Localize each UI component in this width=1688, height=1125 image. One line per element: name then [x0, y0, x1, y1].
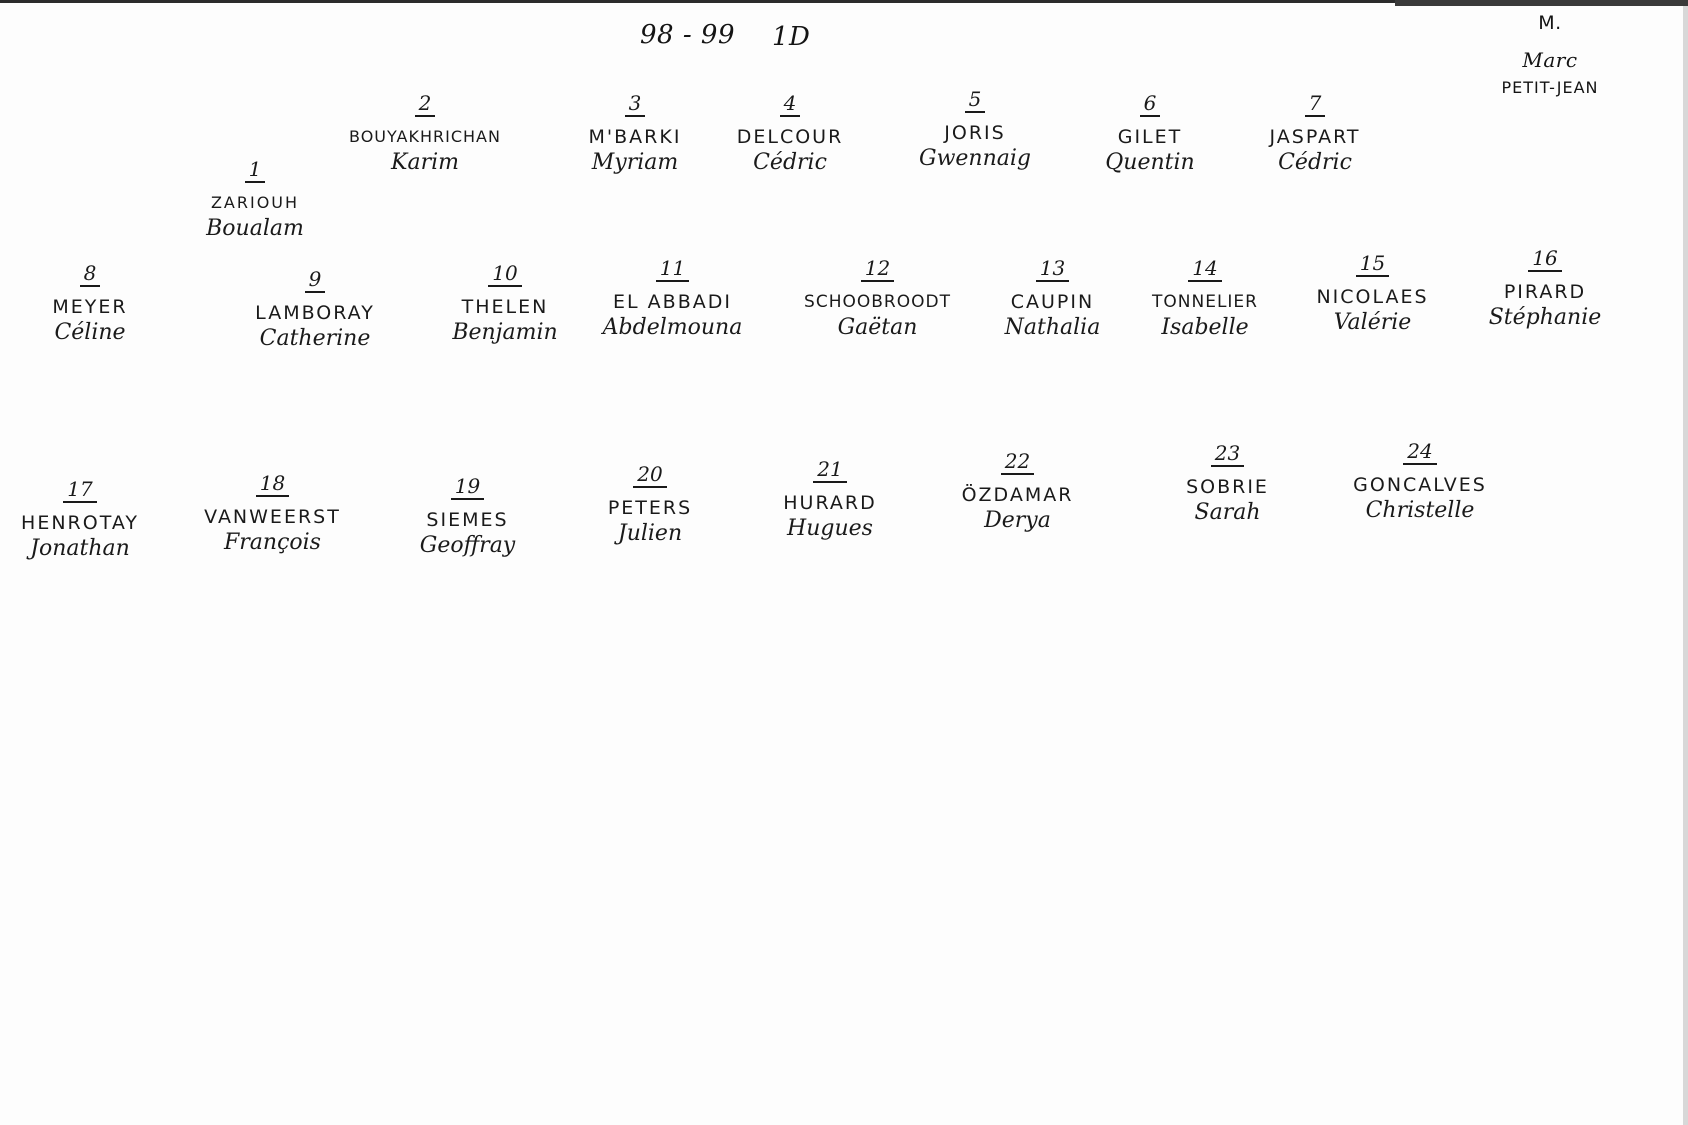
student-first-name: François	[224, 530, 321, 555]
scan-edge-top-right	[1395, 0, 1688, 6]
seat-4	[720, 92, 860, 177]
seat-number: 17	[63, 478, 96, 503]
seat-number: 10	[488, 262, 521, 287]
student-last-name: JORIS	[944, 122, 1006, 144]
student-last-name: GONCALVES	[1353, 474, 1487, 496]
seat-number: 3	[625, 92, 646, 117]
seat-number: 4	[780, 92, 801, 117]
seat-5	[905, 88, 1045, 173]
student-first-name: Céline	[54, 320, 126, 345]
seat-number: 1	[245, 158, 266, 183]
seat-15	[1300, 252, 1445, 337]
teacher-title: M.	[1538, 12, 1562, 34]
class-name: 1D	[772, 22, 811, 52]
seat-number: 8	[80, 262, 101, 287]
student-first-name: Abdelmouna	[602, 315, 743, 340]
student-last-name: JASPART	[1269, 126, 1361, 148]
seat-18	[195, 472, 350, 557]
student-last-name: GILET	[1117, 126, 1183, 148]
student-first-name: Derya	[984, 508, 1051, 533]
seat-21	[760, 458, 900, 543]
student-first-name: Benjamin	[452, 320, 558, 345]
seat-12	[785, 257, 970, 342]
student-first-name: Stéphanie	[1488, 305, 1602, 330]
student-first-name: Gwennaig	[919, 146, 1031, 171]
seat-10	[440, 262, 570, 347]
teacher-block	[1460, 12, 1640, 97]
student-first-name: Jonathan	[30, 536, 130, 561]
student-first-name: Valérie	[1333, 310, 1412, 335]
student-first-name: Hugues	[787, 516, 873, 541]
student-first-name: Nathalia	[1004, 315, 1101, 340]
seat-number: 7	[1305, 92, 1326, 117]
school-year: 98 - 99	[640, 20, 735, 50]
student-last-name: CAUPIN	[1010, 291, 1095, 313]
seat-number: 9	[305, 268, 326, 293]
student-last-name: NICOLAES	[1316, 286, 1429, 308]
student-first-name: Isabelle	[1161, 315, 1249, 340]
seat-number: 22	[1001, 450, 1034, 475]
student-first-name: Catherine	[259, 326, 371, 351]
student-last-name: M'BARKI	[588, 126, 682, 148]
seat-number: 24	[1403, 440, 1436, 465]
seat-20	[585, 463, 715, 548]
seat-number: 21	[813, 458, 846, 483]
seat-2	[325, 92, 525, 177]
seat-17	[15, 478, 145, 563]
seat-14	[1125, 257, 1285, 342]
seat-number: 2	[415, 92, 436, 117]
student-last-name: SCHOOBROODT	[804, 292, 951, 312]
seat-8	[35, 262, 145, 347]
student-first-name: Quentin	[1105, 150, 1195, 175]
student-last-name: EL ABBADI	[613, 291, 732, 313]
student-last-name: HURARD	[783, 492, 877, 514]
seat-13	[985, 257, 1120, 342]
student-last-name: MEYER	[52, 296, 128, 318]
seat-19	[400, 475, 535, 560]
student-first-name: Julien	[617, 521, 683, 546]
student-first-name: Boualam	[206, 216, 304, 241]
student-last-name: ZARIOUH	[210, 193, 300, 212]
student-first-name: Myriam	[591, 150, 679, 175]
seat-number: 11	[656, 257, 689, 282]
seat-7	[1245, 92, 1385, 177]
student-last-name: THELEN	[461, 296, 549, 318]
seat-23	[1160, 442, 1295, 527]
seat-number: 6	[1140, 92, 1161, 117]
seat-24	[1335, 440, 1505, 525]
student-last-name: ÖZDAMAR	[961, 484, 1074, 506]
seat-number: 23	[1211, 442, 1244, 467]
teacher-first-name: Marc	[1522, 48, 1578, 72]
seat-3	[545, 92, 725, 177]
seat-number: 5	[965, 88, 986, 113]
seat-number: 16	[1528, 247, 1561, 272]
seat-6	[1080, 92, 1220, 177]
student-last-name: TONNELIER	[1152, 292, 1258, 312]
student-first-name: Cédric	[1278, 150, 1352, 175]
seat-1	[190, 158, 320, 243]
seat-number: 15	[1356, 252, 1389, 277]
student-first-name: Karim	[391, 150, 459, 175]
student-first-name: Gaëtan	[837, 315, 918, 340]
scan-edge-right	[1683, 6, 1688, 1125]
seat-9	[240, 268, 390, 353]
student-last-name: DELCOUR	[736, 126, 844, 148]
student-last-name: PETERS	[607, 497, 693, 519]
seat-number: 18	[256, 472, 289, 497]
student-last-name: SOBRIE	[1186, 476, 1269, 498]
student-first-name: Geoffray	[419, 533, 516, 558]
seat-number: 19	[451, 475, 484, 500]
student-first-name: Sarah	[1194, 500, 1261, 525]
seat-16	[1470, 247, 1620, 332]
seat-number: 12	[861, 257, 894, 282]
student-last-name: HENROTAY	[21, 512, 139, 534]
student-first-name: Cédric	[753, 150, 827, 175]
student-last-name: BOUYAKHRICHAN	[349, 127, 501, 146]
student-last-name: SIEMES	[426, 509, 509, 531]
seat-11	[590, 257, 755, 342]
student-last-name: PIRARD	[1503, 281, 1587, 303]
student-first-name: Christelle	[1365, 498, 1475, 523]
teacher-last-name: PETIT-JEAN	[1501, 78, 1599, 97]
seat-number: 20	[633, 463, 666, 488]
seat-number: 14	[1188, 257, 1221, 282]
seat-22	[940, 450, 1095, 535]
student-last-name: LAMBORAY	[255, 302, 375, 324]
student-last-name: VANWEERST	[204, 506, 341, 528]
seat-number: 13	[1036, 257, 1069, 282]
